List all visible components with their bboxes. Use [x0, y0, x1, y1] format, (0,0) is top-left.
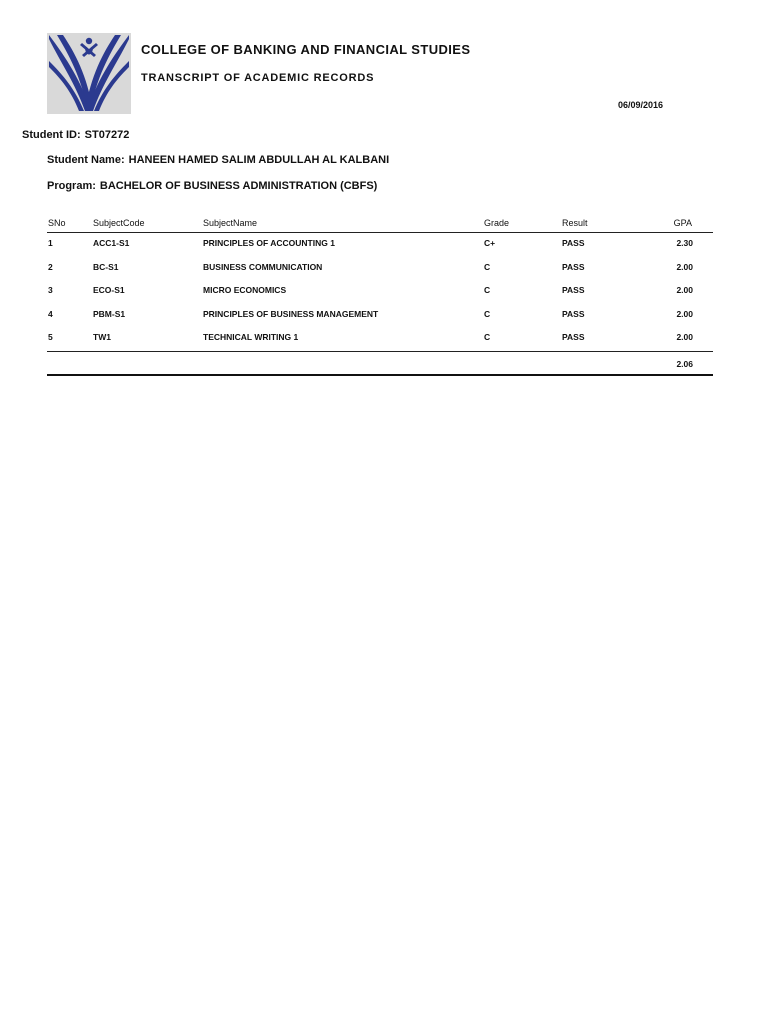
cell-subject-code: TW1 [93, 332, 111, 342]
cell-subject-code: BC-S1 [93, 261, 119, 272]
cell-grade: C [484, 285, 491, 295]
program-label: Program: [47, 180, 96, 192]
cell-sno: 2 [48, 261, 53, 272]
student-id-label: Student ID: [22, 129, 81, 141]
table-row [47, 280, 713, 304]
program-line [47, 180, 377, 192]
cell-sno: 3 [48, 285, 53, 295]
cell-grade: C+ [484, 238, 496, 248]
table-row [47, 327, 713, 351]
cell-gpa: 2.00 [676, 332, 693, 342]
column-header-sno: SNo [48, 218, 66, 228]
document-date: 06/09/2016 [618, 100, 664, 110]
cell-gpa: 2.00 [676, 285, 693, 295]
cell-result: PASS [562, 261, 585, 272]
records-table [47, 215, 713, 376]
cell-grade: C [484, 261, 491, 272]
student-id-line [22, 129, 129, 141]
cell-result: PASS [562, 332, 585, 342]
total-gpa-row [47, 351, 713, 376]
cell-gpa: 2.30 [676, 238, 693, 248]
cell-sno: 5 [48, 332, 53, 342]
table-row [47, 233, 713, 257]
table-row [47, 257, 713, 281]
cell-subject-code: ECO-S1 [93, 285, 125, 295]
column-header-subject-name: SubjectName [203, 218, 258, 228]
column-header-gpa: GPA [673, 218, 692, 228]
cell-grade: C [484, 332, 491, 342]
cell-gpa: 2.00 [676, 261, 693, 272]
cell-subject-code: ACC1-S1 [93, 238, 130, 248]
document-title: TRANSCRIPT OF ACADEMIC RECORDS [141, 72, 375, 84]
cell-subject-name: TECHNICAL WRITING 1 [203, 332, 299, 342]
column-header-result: Result [562, 218, 588, 228]
student-name-label: Student Name: [47, 154, 125, 166]
table-header [47, 215, 713, 233]
cell-subject-code: PBM-S1 [93, 308, 126, 319]
student-id-value: ST07272 [84, 129, 130, 141]
college-logo [47, 33, 131, 114]
program-value: BACHELOR OF BUSINESS ADMINISTRATION (CBFS) [99, 180, 378, 192]
college-name: COLLEGE OF BANKING AND FINANCIAL STUDIES [141, 42, 471, 57]
cell-result: PASS [562, 238, 585, 248]
cell-result: PASS [562, 285, 585, 295]
total-gpa-value: 2.06 [676, 358, 693, 369]
student-name-value: HANEEN HAMED SALIM ABDULLAH AL KALBANI [128, 154, 390, 166]
cell-result: PASS [562, 308, 585, 319]
cell-sno: 1 [48, 238, 53, 248]
cell-subject-name: MICRO ECONOMICS [203, 285, 287, 295]
cell-subject-name: PRINCIPLES OF ACCOUNTING 1 [203, 238, 335, 248]
cell-gpa: 2.00 [676, 308, 693, 319]
table-row [47, 304, 713, 328]
cell-grade: C [484, 308, 491, 319]
cell-sno: 4 [48, 308, 53, 319]
column-header-grade: Grade [484, 218, 510, 228]
cell-subject-name: PRINCIPLES OF BUSINESS MANAGEMENT [203, 308, 379, 319]
college-emblem-icon [47, 33, 131, 114]
student-name-line [47, 154, 389, 166]
column-header-subject-code: SubjectCode [93, 218, 145, 228]
cell-subject-name: BUSINESS COMMUNICATION [203, 261, 323, 272]
